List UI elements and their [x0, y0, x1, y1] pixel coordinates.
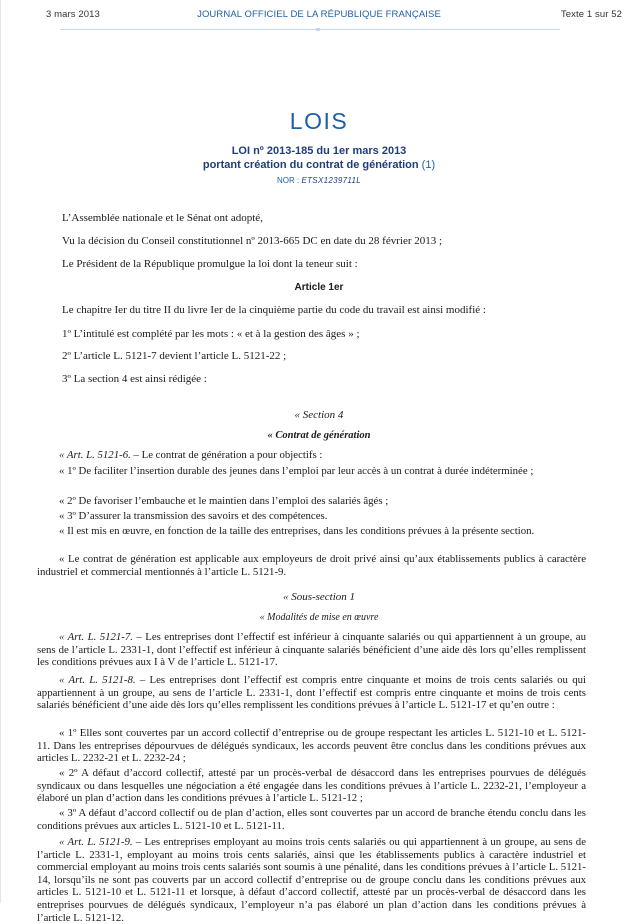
- nor-label: NOR :: [277, 176, 300, 185]
- nor-reference: [0, 176, 638, 185]
- preamble-line-1: L’Assemblée nationale et le Sénat ont adopté,: [62, 212, 263, 224]
- art-ref: « Art. L. 5121-9.: [59, 836, 133, 848]
- section-4-subheading: « Contrat de génération: [267, 430, 371, 441]
- art-5121-6-p2: [37, 495, 586, 508]
- page-edge: [0, 0, 1, 903]
- law-subtitle-text: portant création du contrat de génération: [202, 159, 419, 171]
- art-5121-6-p1: [37, 465, 586, 478]
- art-text: – Les entreprises employant au moins trois cents salariés ou qui appartiennent à un groupe, au sens de l’article L. 2331-1, employant au moins trois cents salariés, ainsi que les établissements publics à caractère industriel et commercial employant au moins trois cents salariés sont soumis à une pénalité, dans les conditions prévues à l’article L. 5121-14, lorsqu’ils ne sont pas couverts par un accord collectif d’entreprise ou de groupe conclu dans les conditions prévues aux articles L. 5121-10 et L. 5121-11 et lorsque, à défaut d’accord collectif, attesté par un procès-verbal de désaccord dans les entreprises pourvues de délégués syndicaux, l’employeur n’a pas élaboré un plan d’action dans les conditions prévues à l’article L. 5121-12.: [37, 836, 586, 924]
- preamble-line-3: Le Président de la République promulgue la loi dont la teneur suit :: [62, 258, 358, 270]
- art-5121-8-p1: [37, 727, 586, 765]
- art-ref: « Art. L. 5121-8.: [59, 674, 136, 686]
- art-5121-9: [37, 836, 586, 924]
- art-5121-6-lead: [37, 449, 586, 462]
- section-title: LOIS: [289, 108, 349, 134]
- preamble-line-2: Vu la décision du Conseil constitutionnel nº 2013-665 DC en date du 28 février 2013 ;: [62, 235, 443, 247]
- art-text: – Les entreprises dont l’effectif est inférieur à cinquante salariés ou qui appartiennent à un groupe, au sens de l’article L. 2331-1, dont l’effectif est inférieur à cinquante salariés bénéficient d’une aide dès lors qu’elles remplissent les conditions prévues aux I à V de l’article L. 5121-17.: [37, 631, 586, 669]
- law-subtitle: [0, 159, 638, 171]
- art-5121-8: [37, 674, 586, 712]
- header-rule-mark: [316, 28, 320, 31]
- section-4-heading: « Section 4: [294, 409, 344, 421]
- paragraph-text: « 3º D’assurer la transmission des savoirs et des compétences.: [59, 510, 328, 522]
- paragraph-text: « 1º Elles sont couvertes par un accord collectif d’entreprise ou de groupe respectant les articles L. 5121-10 et L. 5121-11. Dans les entreprises dépourvues de délégués syndicaux, les accords peuvent être conclus dans les conditions prévues aux articles L. 2232-21 et L. 2232-24 ;: [37, 727, 586, 765]
- law-note-ref[interactable]: (1): [421, 159, 436, 171]
- art-5121-8-p3: [37, 807, 586, 832]
- art-ref: « Art. L. 5121-7.: [59, 631, 133, 643]
- header-date: 3 mars 2013: [46, 9, 100, 20]
- art-text: – Les entreprises dont l’effectif est compris entre cinquante et moins de trois cents salariés ou qui appartiennent à un groupe, au sens de l’article L. 2331-1, dont l’effectif est compris entre cinquante et moins de trois cents salariés bénéficient d’une aide dès lors qu’elles remplissent les conditions prévues à l’article L. 5121-17 et qu’en outre :: [37, 674, 587, 712]
- paragraph-text: « 2º De favoriser l’embauche et le maintien dans l’emploi des salariés âgés ;: [59, 495, 389, 507]
- page-header: [0, 0, 638, 48]
- article-item-2: 2º L’article L. 5121-7 devient l’article L. 5121-22 ;: [62, 350, 287, 362]
- nor-code: ETSX1239711L: [301, 176, 361, 185]
- header-journal-title: JOURNAL OFFICIEL DE LA RÉPUBLIQUE FRANÇAISE: [197, 9, 441, 20]
- subsection-1-subheading: « Modalités de mise en œuvre: [259, 612, 379, 623]
- article-heading: Article 1er: [294, 282, 344, 293]
- paragraph-text: « Il est mis en œuvre, en fonction de la taille des entreprises, dans les conditions prévues à la présente section.: [59, 525, 535, 537]
- article-item-1: 1º L’intitulé est complété par les mots : « et à la gestion des âges » ;: [62, 328, 360, 340]
- art-5121-6-p4: [37, 525, 586, 538]
- art-ref: « Art. L. 5121-6.: [59, 449, 131, 461]
- header-rule: [60, 29, 560, 30]
- art-5121-6-p3: [37, 510, 586, 523]
- art-5121-7: [37, 631, 586, 669]
- art-text: – Le contrat de génération a pour objectifs :: [130, 449, 323, 461]
- header-page-count: Texte 1 sur 52: [560, 9, 622, 20]
- paragraph-text: « Le contrat de génération est applicable aux employeurs de droit privé ainsi qu’aux établissements publics à caractère industriel et commercial mentionnés à l’article L. 5121-9.: [37, 553, 586, 578]
- subsection-1-heading: « Sous-section 1: [282, 591, 356, 603]
- paragraph-text: « 3º A défaut d’accord collectif ou de plan d’action, elles sont couvertes par un accord de branche étendu conclu dans les conditions prévues aux articles L. 5121-10 et L. 5121-11.: [37, 807, 586, 832]
- law-title: LOI nº 2013-185 du 1er mars 2013: [231, 145, 407, 157]
- art-5121-8-p2: [37, 767, 586, 805]
- article-intro: Le chapitre Ier du titre II du livre Ier de la cinquième partie du code du travail est ainsi modifié :: [62, 304, 486, 316]
- paragraph-text: « 2º A défaut d’accord collectif, attesté par un procès-verbal de désaccord dans les entreprises pourvues de délégués syndicaux ou dans lesquelles une négociation a été engagée dans les conditions prévues à l’article L. 2232-21, l’employeur a élaboré un plan d’action dans les conditions prévues à l’article L. 5121-12 ;: [37, 767, 586, 805]
- paragraph-text: « 1º De faciliter l’insertion durable des jeunes dans l’emploi par leur accès à un contrat à durée indéterminée ;: [59, 465, 534, 477]
- art-5121-6-p5: [37, 553, 586, 578]
- article-item-3: 3º La section 4 est ainsi rédigée :: [62, 373, 207, 385]
